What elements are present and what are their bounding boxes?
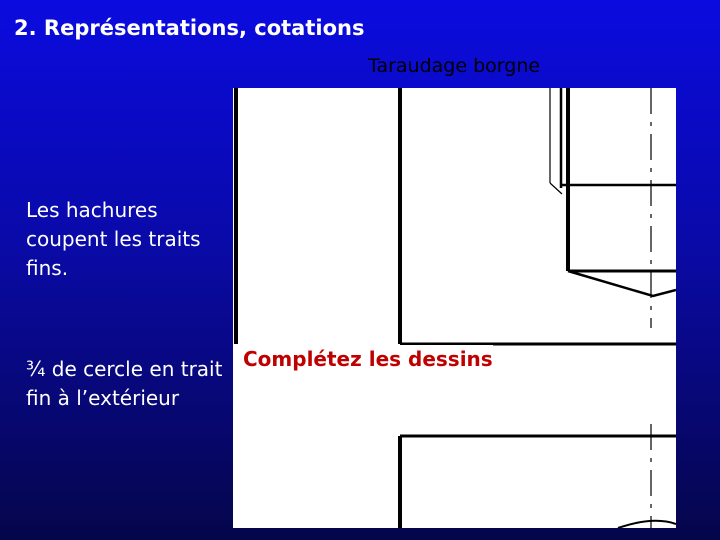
- slide-title: 2. Représentations, cotations: [14, 16, 365, 40]
- technical-drawing-svg: [233, 88, 676, 528]
- note-hatching: Les hachures coupent les traits fins.: [26, 198, 201, 280]
- exercise-prompt: Complétez les dessins: [243, 347, 493, 371]
- technical-drawing: [233, 88, 676, 528]
- thread-arc: [618, 521, 676, 528]
- note-circle: ¾ de cercle en trait fin à l’extérieur: [26, 357, 223, 410]
- drawing-subtitle: Taraudage borgne: [368, 55, 541, 77]
- drill-point-cone: [568, 271, 676, 296]
